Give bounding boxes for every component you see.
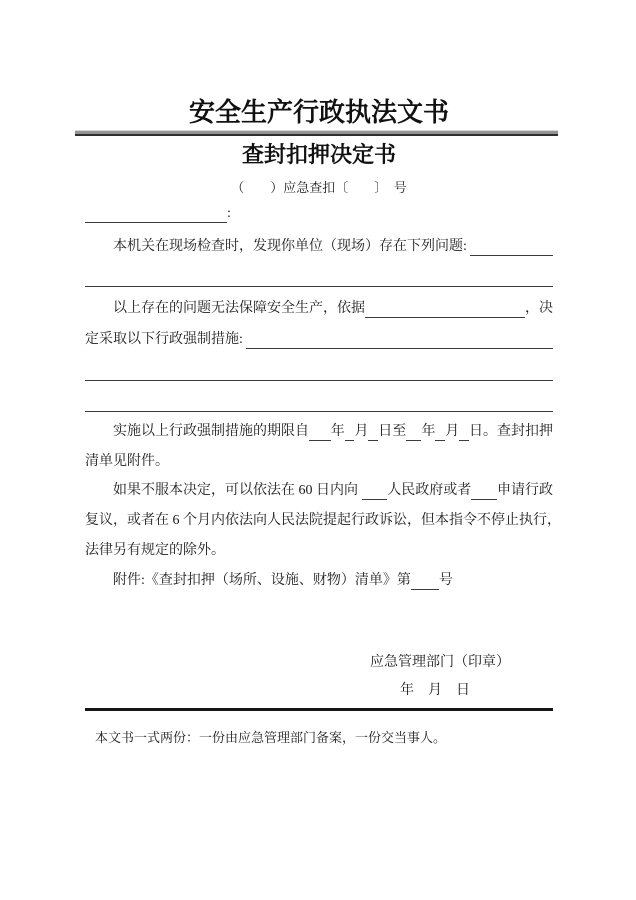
paragraph-duration-line2: [85, 441, 553, 471]
paragraph-basis-line2: [85, 318, 553, 349]
problems-blank: [470, 238, 553, 256]
duration-day-blank-1: [368, 423, 378, 441]
appeal-text-5: 人民法院提起行政诉讼，但本指令不停止执行，: [267, 513, 561, 528]
duration-day-blank-2: [459, 423, 469, 441]
paragraph-appeal-line2: [85, 500, 561, 530]
signature-date: 年 月 日: [400, 683, 470, 698]
duration-text-3: 清单见附件。: [85, 454, 169, 469]
duration-year-blank-2: [406, 423, 421, 441]
duration-year-label-2: 年: [421, 424, 436, 439]
measures-lead-text: 定采取以下行政强制措施:: [85, 332, 247, 347]
title-separator-rule: [75, 130, 558, 136]
basis-tail-text: ，决: [525, 301, 553, 316]
basis-lead-text: 以上存在的问题无法保障安全生产，依据: [113, 301, 365, 316]
paragraph-problems-text: 本机关在现场检查时，发现你单位（现场）存在下列问题:: [113, 239, 471, 254]
footer-note: 本文书一式两份：一份由应急管理部门备案，一份交当事人。: [95, 730, 447, 745]
document-content: [85, 98, 561, 748]
appeal-text-1: 如果不服本决定，可以依法在 60 日内向: [113, 483, 362, 498]
attachment-text-2: 号: [438, 573, 453, 588]
category-title: 安全生产行政执法文书: [188, 98, 449, 127]
duration-text-2: 日。查封扣押: [468, 424, 553, 439]
ruled-line-3: [85, 381, 553, 412]
duration-to-label: 日至: [378, 424, 407, 439]
duration-month-label-2: 月: [445, 424, 460, 439]
paragraph-duration-line1: [85, 412, 553, 441]
appeal-authority-blank: [471, 482, 497, 500]
attachment-text-1: 附件:《查封扣押（场所、设施、财物）清单》第: [113, 573, 411, 588]
appeal-text-3: 申请行政: [497, 483, 553, 498]
duration-year-blank-1: [309, 423, 331, 441]
duration-text-1: 实施以上行政强制措施的期限自: [113, 424, 309, 439]
document-title: 查封扣押决定书: [241, 142, 396, 167]
appeal-text-2: 人民政府或者: [387, 483, 472, 498]
appeal-government-blank: [362, 482, 388, 500]
document-number: （ ）应急查扣〔 〕 号: [231, 180, 407, 195]
basis-blank: [365, 300, 525, 318]
duration-month-blank-2: [435, 423, 445, 441]
attachment-line: [85, 560, 553, 590]
addressee-blank: [85, 205, 227, 223]
ruled-line-2: [85, 349, 553, 381]
duration-month-blank-1: [345, 423, 355, 441]
paragraph-problems: [85, 223, 553, 256]
signature-authority: 应急管理部门（印章）: [370, 655, 510, 670]
paragraph-appeal-line1: [85, 471, 553, 500]
measures-blank: [246, 331, 553, 349]
ruled-line-1: [85, 256, 553, 287]
addressee-line: [85, 197, 553, 223]
paragraph-basis-line1: [85, 287, 553, 318]
duration-year-label-1: 年: [330, 424, 345, 439]
addressee-colon: :: [227, 206, 231, 221]
attachment-number-blank: [411, 572, 439, 590]
paragraph-appeal-line3: [85, 530, 553, 560]
footer-divider-rule: [85, 708, 553, 711]
appeal-text-4: 复议，或者在 6 个月内依法向: [85, 513, 267, 528]
duration-month-label-1: 月: [354, 424, 369, 439]
appeal-text-6: 法律另有规定的除外。: [85, 543, 225, 558]
